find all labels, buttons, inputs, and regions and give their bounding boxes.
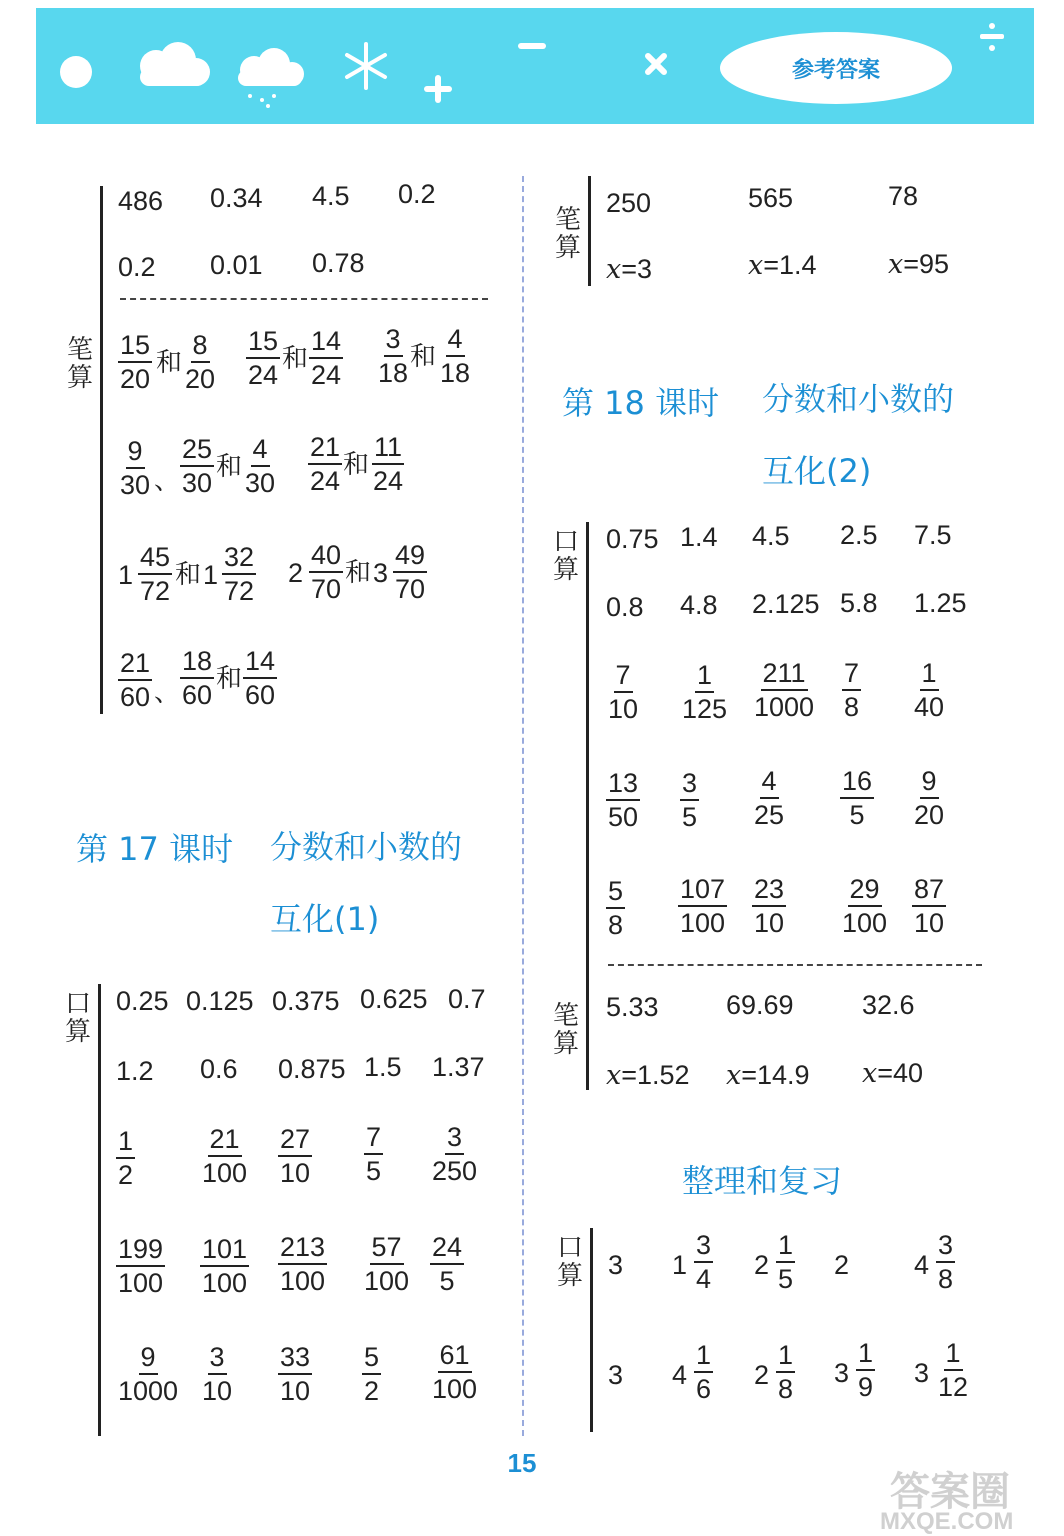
answer: 0.2 [118, 252, 156, 282]
fraction: $\frac{87}{10}$ [914, 874, 945, 938]
answer: 69.69 [726, 990, 794, 1020]
answer: 2 [834, 1250, 850, 1280]
fraction: $\frac{3}{4}$ [696, 1230, 712, 1294]
and-word: 和 [282, 344, 309, 374]
times-icon [648, 56, 664, 72]
right-review-rule [590, 1228, 593, 1432]
whole-part: 4 [914, 1250, 930, 1280]
fraction: $\frac{5}{2}$ [364, 1342, 380, 1406]
fraction: $\frac{211}{1000}$ [754, 658, 815, 722]
answer: 0.625 [360, 984, 428, 1014]
fraction: $\frac{199}{100}$ [118, 1234, 164, 1298]
fraction: $\frac{4}{18}$ [440, 324, 471, 388]
fraction: $\frac{3}{5}$ [682, 768, 698, 832]
fraction: $\frac{4}{30}$ [245, 434, 276, 498]
answer: 1.25 [914, 588, 967, 618]
fraction: $\frac{7}{8}$ [844, 658, 860, 722]
fraction: $\frac{23}{10}$ [754, 874, 785, 938]
and-word: 和 [175, 560, 202, 590]
and-word: 和 [343, 450, 370, 480]
whole-part: 1 [672, 1250, 688, 1280]
fraction: $\frac{213}{100}$ [280, 1232, 326, 1296]
whole-part: 3 [373, 558, 389, 588]
fraction: $\frac{1}{40}$ [914, 658, 945, 722]
dashed-separator [608, 964, 982, 966]
whole-part: 2 [754, 1360, 770, 1390]
lesson-18-title: 第 18 课时 [562, 384, 720, 422]
fraction: $\frac{9}{30}$ [120, 436, 151, 500]
answer: 0.78 [312, 248, 365, 278]
whole-part: 4 [672, 1360, 688, 1390]
lesson-18-topic: 分数和小数的 [762, 380, 955, 418]
fraction: $\frac{1}{12}$ [938, 1338, 969, 1402]
answer-key-badge: 参考答案 [720, 32, 952, 104]
answer: 7.5 [914, 520, 952, 550]
fraction: $\frac{21}{60}$ [120, 648, 151, 712]
fraction: $\frac{29}{100}$ [842, 874, 888, 938]
answer: 5.33 [606, 992, 659, 1022]
bisuan-label: 笔算 [552, 1001, 579, 1059]
and-word: 和 [216, 664, 243, 694]
equation-answer: x=95 [888, 249, 950, 280]
fraction: $\frac{27}{10}$ [280, 1124, 311, 1188]
equation-answer: x=40 [862, 1058, 924, 1089]
column-divider [522, 176, 524, 1436]
whole-part: 2 [288, 558, 304, 588]
answer: 5.8 [840, 588, 878, 618]
fraction: $\frac{7}{5}$ [366, 1122, 382, 1186]
equation-answer: x=1.4 [748, 250, 817, 281]
cloud-icon [140, 42, 210, 86]
plus-icon [427, 78, 449, 100]
fraction: $\frac{45}{72}$ [140, 542, 171, 606]
kousuan-label: 口算 [552, 527, 579, 585]
answer: 250 [606, 188, 652, 218]
answer: 1.5 [364, 1052, 402, 1082]
fraction: $\frac{14}{60}$ [245, 646, 276, 710]
sun-icon [60, 56, 92, 88]
divide-icon [980, 23, 1004, 51]
dashed-separator [120, 298, 488, 300]
fraction: $\frac{1}{125}$ [682, 660, 728, 724]
equation-answer: x=1.52 [606, 1060, 690, 1091]
whole-part: 1 [203, 560, 219, 590]
and-word: 和 [345, 558, 372, 588]
answer: 4.5 [312, 181, 350, 211]
answer: 1.37 [432, 1052, 485, 1082]
answer: 0.75 [606, 524, 659, 554]
answer: 4.5 [752, 521, 790, 551]
fraction: $\frac{1}{2}$ [118, 1126, 134, 1190]
equation-answer: x=14.9 [726, 1060, 810, 1091]
fraction: $\frac{9}{1000}$ [118, 1342, 179, 1406]
fraction: $\frac{7}{10}$ [608, 660, 639, 724]
snowflake-icon [347, 44, 385, 88]
kousuan-label: 口算 [556, 1233, 583, 1291]
fraction: $\frac{32}{72}$ [224, 542, 255, 606]
lesson-17-topic-line2: 互化(1) [270, 900, 380, 938]
fraction: $\frac{4}{25}$ [754, 766, 785, 830]
answer: 1.2 [116, 1056, 154, 1086]
fraction: $\frac{11}{24}$ [373, 432, 404, 496]
fraction: $\frac{13}{50}$ [608, 768, 639, 832]
fraction: $\frac{24}{5}$ [432, 1232, 463, 1296]
lesson-17-topic: 分数和小数的 [270, 828, 463, 866]
fraction: $\frac{15}{20}$ [120, 330, 151, 394]
fraction: $\frac{49}{70}$ [395, 540, 426, 604]
answer: 0.7 [448, 984, 486, 1014]
fraction: $\frac{25}{30}$ [182, 434, 213, 498]
fraction: $\frac{21}{24}$ [310, 432, 341, 496]
answer: 32.6 [862, 990, 915, 1020]
answer: 0.2 [398, 179, 436, 209]
fraction: $\frac{5}{8}$ [608, 876, 624, 940]
and-word: 和 [156, 348, 183, 378]
fraction: $\frac{1}{6}$ [696, 1340, 712, 1404]
comma: 、 [154, 678, 181, 708]
lesson-17-title: 第 17 课时 [76, 830, 234, 868]
answer: 0.125 [186, 986, 254, 1016]
fraction: $\frac{3}{8}$ [938, 1230, 954, 1294]
fraction: $\frac{107}{100}$ [680, 874, 726, 938]
whole-part: 3 [834, 1358, 850, 1388]
answer: 565 [748, 183, 794, 213]
whole-part: 2 [754, 1250, 770, 1280]
left-kousuan-rule [98, 984, 101, 1436]
kousuan-label: 口算 [64, 989, 91, 1047]
fraction: $\frac{101}{100}$ [202, 1234, 248, 1298]
answer: 486 [118, 186, 164, 216]
whole-part: 3 [914, 1358, 930, 1388]
fraction: $\frac{61}{100}$ [432, 1340, 478, 1404]
answer: 0.25 [116, 986, 169, 1016]
right-kousuan-rule [586, 522, 589, 1090]
fraction: $\frac{3}{18}$ [378, 324, 409, 388]
and-word: 和 [216, 452, 243, 482]
watermark-url: MXQE.COM [880, 1508, 1014, 1535]
answer: 78 [888, 181, 919, 211]
review-title: 整理和复习 [682, 1162, 843, 1200]
equation-answer: x=3 [606, 254, 653, 285]
answer: 0.34 [210, 183, 263, 213]
answer: 2.5 [840, 520, 878, 550]
comma: 、 [154, 466, 181, 496]
answer: 0.875 [278, 1054, 346, 1084]
fraction: $\frac{40}{70}$ [311, 540, 342, 604]
answer: 0.6 [200, 1054, 238, 1084]
answer: 3 [608, 1250, 624, 1280]
answer: 0.375 [272, 986, 340, 1016]
answer: 2.125 [752, 589, 820, 619]
fraction: $\frac{18}{60}$ [182, 646, 213, 710]
fraction: $\frac{3}{250}$ [432, 1122, 478, 1186]
fraction: $\frac{1}{8}$ [778, 1340, 794, 1404]
rain-cloud-icon [238, 48, 304, 108]
fraction: $\frac{57}{100}$ [364, 1232, 410, 1296]
fraction: $\frac{1}{9}$ [858, 1338, 874, 1402]
and-word: 和 [410, 342, 437, 372]
answer: 4.8 [680, 590, 718, 620]
fraction: $\frac{9}{20}$ [914, 766, 945, 830]
bisuan-label: 笔算 [554, 205, 581, 263]
fraction: $\frac{1}{5}$ [778, 1230, 794, 1294]
watermark: 答案圈 [890, 1469, 1010, 1515]
answer: 1.4 [680, 522, 718, 552]
answer: 0.8 [606, 592, 644, 622]
answer: 0.01 [210, 250, 263, 280]
fraction: $\frac{21}{100}$ [202, 1124, 248, 1188]
answer: 3 [608, 1360, 624, 1390]
fraction: $\frac{15}{24}$ [248, 326, 279, 390]
right-bisuan-rule [588, 176, 591, 286]
fraction: $\frac{33}{10}$ [280, 1342, 311, 1406]
left-bisuan-rule [100, 186, 103, 714]
header-banner [36, 8, 1034, 124]
bisuan-label: 笔算 [66, 335, 93, 393]
whole-part: 1 [118, 560, 134, 590]
page-number: 15 [507, 1448, 537, 1478]
fraction: $\frac{16}{5}$ [842, 766, 873, 830]
fraction: $\frac{8}{20}$ [185, 330, 216, 394]
fraction: $\frac{14}{24}$ [311, 326, 342, 390]
fraction: $\frac{3}{10}$ [202, 1342, 233, 1406]
lesson-18-topic-line2: 互化(2) [762, 452, 872, 490]
